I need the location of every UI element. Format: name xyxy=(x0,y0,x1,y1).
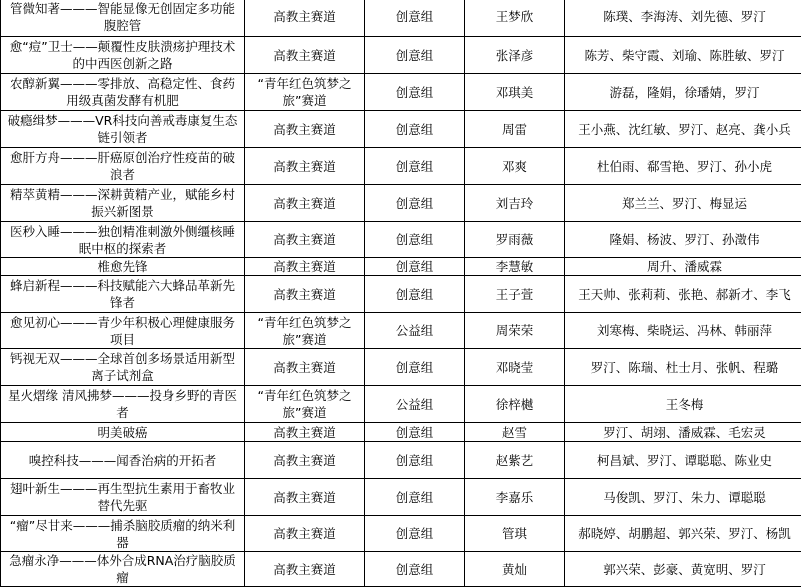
members-cell: 刘寒梅、柴晓运、冯林、韩丽萍 xyxy=(565,313,801,349)
table-row xyxy=(1,0,801,37)
group-cell: 创意组 xyxy=(365,552,465,587)
track-cell: 高教主赛道 xyxy=(245,276,365,313)
leader-cell: 周荣荣 xyxy=(465,313,565,349)
project-name-cell: 愈“痘”卫士——颠覆性皮肤溃疡护理技术的中西医创新之路 xyxy=(1,37,245,74)
project-name-cell: 愈肝方舟———肝癌原创治疗性疫苗的破浪者 xyxy=(1,148,245,185)
members-cell: 罗汀、陈瑞、杜士月、张帆、程璐 xyxy=(565,349,801,386)
members-cell: 陈璞、李海涛、刘先德、罗汀 xyxy=(565,0,801,37)
project-name-cell: 椎愈先锋 xyxy=(1,258,245,276)
project-name-cell: 明美破癌 xyxy=(1,423,245,442)
leader-cell: 王子萱 xyxy=(465,276,565,313)
members-cell: 郭兴荣、彭豪、黄宽明、罗汀 xyxy=(565,552,801,587)
project-name-cell: 精萃黄精———深耕黄精产业，赋能乡村振兴新图景 xyxy=(1,185,245,222)
track-cell: 高教主赛道 xyxy=(245,479,365,516)
project-name-cell: 急瘤永净———体外合成RNA治疗脑胶质瘤 xyxy=(1,552,245,587)
project-name-cell: 管微知著———智能显像无创固定多功能腹腔管 xyxy=(1,0,245,37)
leader-cell: 刘吉玲 xyxy=(465,185,565,222)
group-cell: 公益组 xyxy=(365,313,465,349)
members-cell: 王冬梅 xyxy=(565,386,801,423)
members-cell: 隆娟、杨波、罗汀、孙澂伟 xyxy=(565,222,801,258)
members-cell: 王小燕、沈红敏、罗汀、赵亮、龚小兵 xyxy=(565,111,801,148)
group-cell: 创意组 xyxy=(365,0,465,37)
leader-cell: 李嘉乐 xyxy=(465,479,565,516)
group-cell: 创意组 xyxy=(365,111,465,148)
leader-cell: 邓晓莹 xyxy=(465,349,565,386)
group-cell: 创意组 xyxy=(365,423,465,442)
track-cell: 高教主赛道 xyxy=(245,185,365,222)
project-name-cell: 愈见初心———青少年积极心理健康服务项目 xyxy=(1,313,245,349)
leader-cell: 管琪 xyxy=(465,516,565,552)
group-cell: 创意组 xyxy=(365,74,465,111)
project-name-cell: 钙视无双———全球首创多场景适用新型离子试剂盒 xyxy=(1,349,245,386)
track-cell: 高教主赛道 xyxy=(245,552,365,587)
leader-cell: 李慧敏 xyxy=(465,258,565,276)
track-cell: “青年红色筑梦之旅”赛道 xyxy=(245,386,365,423)
table-row xyxy=(1,37,801,74)
leader-cell: 赵紫艺 xyxy=(465,442,565,479)
track-cell: 高教主赛道 xyxy=(245,442,365,479)
track-cell: 高教主赛道 xyxy=(245,222,365,258)
table-row xyxy=(1,111,801,148)
group-cell: 创意组 xyxy=(365,479,465,516)
table-row xyxy=(1,442,801,479)
project-name-cell: 破瘾缉梦———VR科技向善戒毒康复生态链引领者 xyxy=(1,111,245,148)
project-name-cell: 嗅控科技———闻香治病的开拓者 xyxy=(1,442,245,479)
project-name-cell: 翅叶新生———再生型抗生素用于畜牧业替代先驱 xyxy=(1,479,245,516)
track-cell: 高教主赛道 xyxy=(245,148,365,185)
group-cell: 创意组 xyxy=(365,442,465,479)
table-row xyxy=(1,516,801,552)
leader-cell: 黄灿 xyxy=(465,552,565,587)
table-row xyxy=(1,185,801,222)
leader-cell: 赵雪 xyxy=(465,423,565,442)
track-cell: “青年红色筑梦之旅”赛道 xyxy=(245,74,365,111)
track-cell: 高教主赛道 xyxy=(245,516,365,552)
track-cell: 高教主赛道 xyxy=(245,37,365,74)
leader-cell: 徐梓樾 xyxy=(465,386,565,423)
table-row xyxy=(1,313,801,349)
members-cell: 周升、潘威霖 xyxy=(565,258,801,276)
track-cell: 高教主赛道 xyxy=(245,111,365,148)
members-cell: 罗汀、胡翊、潘威霖、毛宏灵 xyxy=(565,423,801,442)
group-cell: 创意组 xyxy=(365,349,465,386)
leader-cell: 邓琪美 xyxy=(465,74,565,111)
leader-cell: 周雷 xyxy=(465,111,565,148)
track-cell: 高教主赛道 xyxy=(245,258,365,276)
track-cell: 高教主赛道 xyxy=(245,0,365,37)
group-cell: 创意组 xyxy=(365,258,465,276)
track-cell: 高教主赛道 xyxy=(245,349,365,386)
table-row xyxy=(1,479,801,516)
table-row xyxy=(1,276,801,313)
project-name-cell: 医秒入睡———独创精准刺激外侧缰核睡眠中枢的探索者 xyxy=(1,222,245,258)
members-cell: 陈芳、柴守霞、刘瑜、陈胜敏、罗汀 xyxy=(565,37,801,74)
project-name-cell: “瘤”尽甘来———捕杀脑胶质瘤的纳米利器 xyxy=(1,516,245,552)
members-cell: 柯昌斌、罗汀、谭聪聪、陈业史 xyxy=(565,442,801,479)
group-cell: 创意组 xyxy=(365,516,465,552)
group-cell: 创意组 xyxy=(365,37,465,74)
table-body xyxy=(1,0,801,587)
table-row xyxy=(1,386,801,423)
table-row xyxy=(1,423,801,442)
table-row xyxy=(1,349,801,386)
members-cell: 马俊凯、罗汀、朱力、谭聪聪 xyxy=(565,479,801,516)
members-cell: 郝晓婷、胡鹏超、郭兴荣、罗汀、杨凯 xyxy=(565,516,801,552)
members-cell: 郑兰兰、罗汀、梅显运 xyxy=(565,185,801,222)
project-name-cell: 蜂启新程———科技赋能六大蜂品革新先锋者 xyxy=(1,276,245,313)
leader-cell: 邓爽 xyxy=(465,148,565,185)
group-cell: 创意组 xyxy=(365,185,465,222)
table-row xyxy=(1,552,801,587)
group-cell: 创意组 xyxy=(365,276,465,313)
leader-cell: 张泽彦 xyxy=(465,37,565,74)
project-name-cell: 农醇新翼———零排放、高稳定性、食药用级真菌发酵有机肥 xyxy=(1,74,245,111)
table-row xyxy=(1,258,801,276)
leader-cell: 罗雨薇 xyxy=(465,222,565,258)
group-cell: 公益组 xyxy=(365,386,465,423)
members-cell: 王天帅、张莉莉、张艳、郝新才、李飞 xyxy=(565,276,801,313)
members-cell: 杜伯雨、郗雪艳、罗汀、孙小虎 xyxy=(565,148,801,185)
table-row xyxy=(1,148,801,185)
members-cell: 游磊，隆娟，徐璠婧，罗汀 xyxy=(565,74,801,111)
track-cell: 高教主赛道 xyxy=(245,423,365,442)
table-row xyxy=(1,222,801,258)
table-row xyxy=(1,74,801,111)
leader-cell: 王梦欣 xyxy=(465,0,565,37)
project-name-cell: 星火熠缘 清风拂梦———投身乡野的青医者 xyxy=(1,386,245,423)
track-cell: “青年红色筑梦之旅”赛道 xyxy=(245,313,365,349)
group-cell: 创意组 xyxy=(365,148,465,185)
group-cell: 创意组 xyxy=(365,222,465,258)
